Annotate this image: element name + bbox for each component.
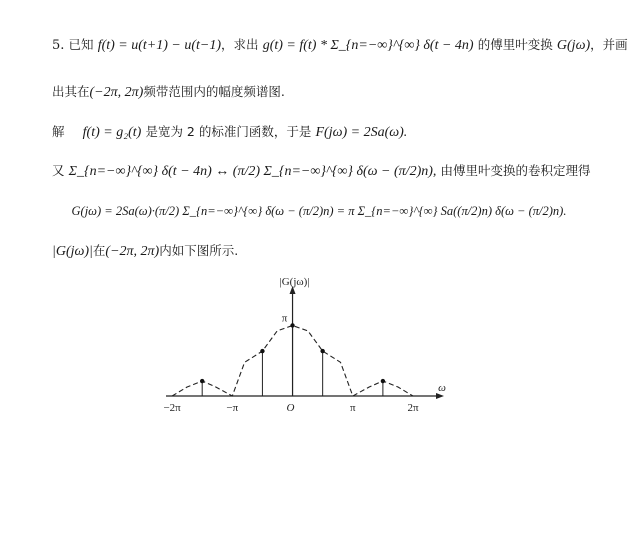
impulse-point <box>290 323 294 327</box>
problem-expr-g: g(t) = f(t) * Σ_{n=−∞}^{∞} δ(t − 4n) <box>262 38 474 53</box>
problem-text-3: 的傅里叶变换 <box>477 37 553 52</box>
solution-s4-text-a: 在 <box>92 243 106 258</box>
y-axis-label: |G(jω)| <box>279 276 310 288</box>
problem-line2-interval: (−2π, 2π) <box>89 85 144 100</box>
solution-s4-text-b: 内如下图所示. <box>159 243 239 258</box>
solution-label: 解 <box>52 124 65 139</box>
solution-s1-expr: f(t) = g₂(t) <box>82 125 142 140</box>
solution-s1-text: 是宽为 2 的标准门函数，于是 <box>145 124 312 139</box>
problem-text-2: ，求出 <box>221 37 259 52</box>
y-tick-label: π <box>281 312 288 325</box>
problem-line-1 <box>52 36 628 55</box>
problem-text-4: ，并画 <box>590 37 628 52</box>
solution-s3-expr: G(jω) = 2Sa(ω)·(π/2) Σ_{n=−∞}^{∞} δ(ω − (π/2)n) = π Σ_{n=−∞}^{∞} Sa((π/2)n) δ(ω − (π/2)n). <box>71 204 567 218</box>
x-tick-label: −2π <box>163 402 181 414</box>
solution-s1-expr2: F(jω) = 2Sa(ω). <box>315 125 408 140</box>
problem-line-2 <box>52 83 285 102</box>
solution-line-2 <box>52 162 591 181</box>
problem-expr-G: G(jω) <box>556 38 591 53</box>
x-tick-label: O <box>286 402 295 414</box>
impulse-point <box>200 379 204 383</box>
solution-s2-expr: Σ_{n=−∞}^{∞} δ(t − 4n) ↔ (π/2) Σ_{n=−∞}^{∞} δ(ω − (π/2)n), <box>68 164 437 179</box>
problem-number: 5. <box>52 38 65 53</box>
solution-s4-interval: (−2π, 2π) <box>105 244 160 259</box>
problem-expr-f: f(t) = u(t+1) − u(t−1) <box>97 38 222 53</box>
amplitude-spectrum-chart <box>160 276 450 426</box>
impulse-point <box>381 379 385 383</box>
problem-line2-text-a: 出其在 <box>52 84 90 99</box>
x-tick-label: π <box>349 402 356 414</box>
x-tick-label: 2π <box>407 402 419 414</box>
solution-line-3 <box>0 202 638 221</box>
problem-line2-text-b: 频带范围内的幅度频谱图. <box>143 84 285 99</box>
solution-s2-text: 由傅里叶变换的卷积定理得 <box>440 163 591 178</box>
impulse-point <box>320 349 324 353</box>
x-tick-label: −π <box>226 402 239 414</box>
solution-s2-prefix: 又 <box>52 163 65 178</box>
impulse-point <box>260 349 264 353</box>
solution-line-4 <box>52 242 238 261</box>
solution-s4-expr: |G(jω)| <box>52 244 93 259</box>
problem-text-1: 已知 <box>68 37 94 52</box>
x-axis-label: ω <box>438 382 446 394</box>
solution-line-1 <box>52 123 407 142</box>
